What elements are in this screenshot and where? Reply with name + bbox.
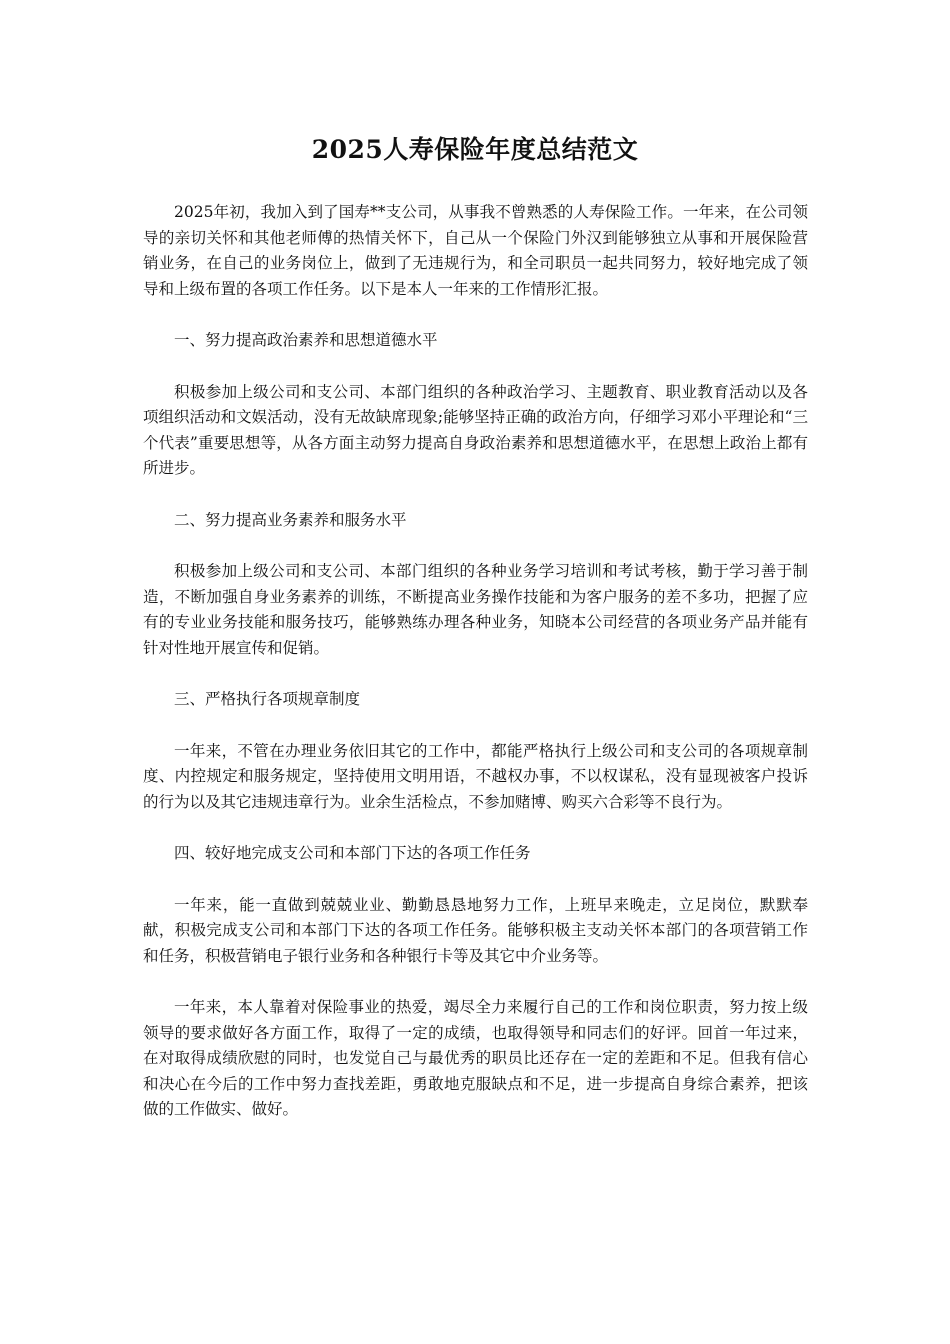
intro-paragraph: 2025年初，我加入到了国寿**支公司，从事我不曾熟悉的人寿保险工作。一年来，在公司领导的亲切关怀和其他老师傅的热情关怀下，自己从一个保险门外汉到能够独立从事和开展保险营销业务，在自己的业务岗位上，做到了无违规行为，和全司职员一起共同努力，较好地完成了领导和上级布置的各项工作任务。以下是本人一年来的工作情形汇报。 [143, 203, 808, 298]
section-paragraph-1: 积极参加上级公司和支公司、本部门组织的各种政治学习、主题教育、职业教育活动以及各项组织活动和文娱活动，没有无故缺席现象;能够坚持正确的政治方向，仔细学习邓小平理论和“三个代表”重要思想等，从各方面主动努力提高自身政治素养和思想道德水平，在思想上政治上都有所进步。 [143, 382, 808, 477]
document-body [143, 200, 808, 1149]
document-title: 2025人寿保险年度总结范文 [311, 135, 639, 164]
section-heading-3: 三、严格执行各项规章制度 [174, 690, 361, 708]
section-paragraph-2: 积极参加上级公司和支公司、本部门组织的各种业务学习培训和考试考核，勤于学习善于制造，不断加强自身业务素养的训练，不断提高业务操作技能和为客户服务的差不多功，把握了应有的专业业务技能和服务技巧，能够熟练办理各种业务，知晓本公司经营的各项业务产品并能有针对性地开展宣传和促销。 [143, 562, 808, 657]
closing-paragraph: 一年来，本人靠着对保险事业的热爱，竭尽全力来履行自己的工作和岗位职责，努力按上级领导的要求做好各方面工作，取得了一定的成绩，也取得领导和同志们的好评。回首一年过来，在对取得成绩欣慰的同时，也发觉自己与最优秀的职员比还存在一定的差距和不足。但我有信心和决心在今后的工作中努力查找差距，勇敢地克服缺点和不足，进一步提高自身综合素养，把该做的工作做实、做好。 [143, 998, 808, 1118]
section-heading-4: 四、较好地完成支公司和本部门下达的各项工作任务 [174, 844, 531, 862]
section-heading-2: 二、努力提高业务素养和服务水平 [174, 510, 407, 529]
section-heading-1: 一、努力提高政治素养和思想道德水平 [174, 331, 438, 349]
section-paragraph-4: 一年来，能一直做到兢兢业业、勤勤恳恳地努力工作，上班早来晚走，立足岗位，默默奉献，积极完成支公司和本部门下达的各项工作任务。能够积极主支动关怀本部门的各项营销工作和任务，积极营销电子银行业务和各种银行卡等及其它中介业务等。 [143, 895, 808, 965]
section-paragraph-3: 一年来，不管在办理业务依旧其它的工作中，都能严格执行上级公司和支公司的各项规章制度、内控规定和服务规定，坚持使用文明用语，不越权办事，不以权谋私，没有显现被客户投诉的行为以及其它违规违章行为。业余生活检点，不参加赌博、购买六合彩等不良行为。 [143, 741, 808, 811]
